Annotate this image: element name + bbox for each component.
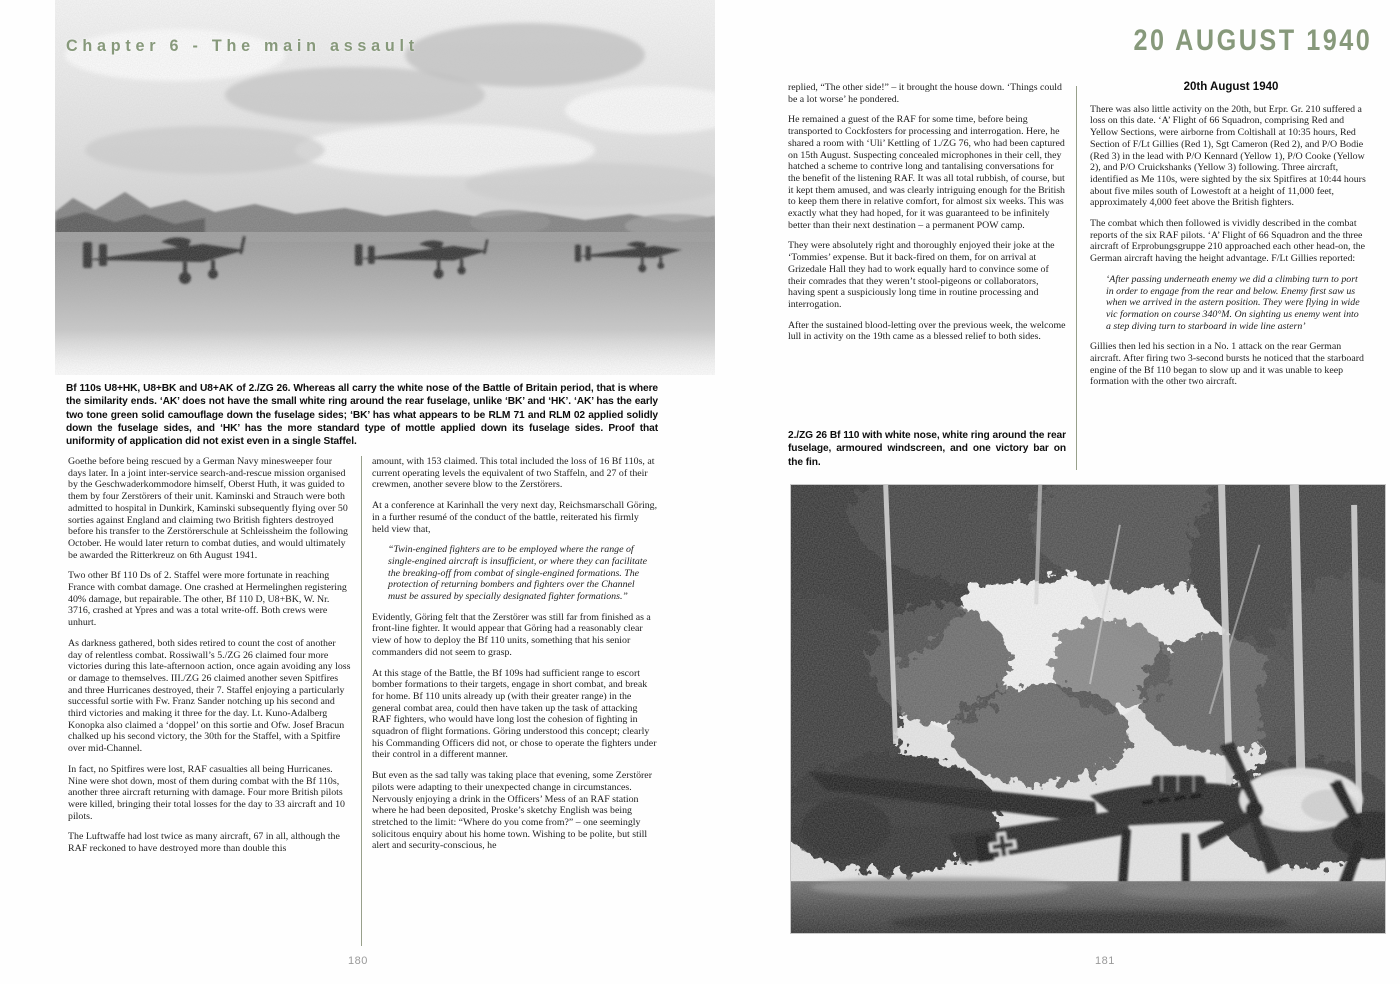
body-paragraph: The Luftwaffe had lost twice as many aircraft, 67 in all, although the RAF reckoned to have destroyed more than double this bbox=[68, 831, 340, 855]
page-number-181: 181 bbox=[1095, 955, 1115, 967]
column-divider-rule bbox=[1076, 86, 1077, 470]
body-paragraph: At a conference at Karinhall the very next day, Reichsmarschall Göring, in a further resumé of the conduct of the battle, reiterated his firmly held view that, bbox=[372, 500, 658, 535]
body-paragraph: In fact, no Spitfires were lost, RAF casualties all being Hurricanes. Nine were shot down, most of them during combat with the Bf 110s, another three aircraft returning with damage. Four more British pilots were killed, bringing their total losses for the day to 33 aircraft and 10 pilots. bbox=[68, 763, 345, 822]
page-number-180: 180 bbox=[348, 955, 368, 967]
goering-quote: “Twin-engined fighters are to be employed where the range of single-engined aircraft is insufficient, or where they can facilitate the breaking-off from combat of single-engined formations. The protection of returning bombers and fighters over the Channel must be assured by specially designated fighter formations.” bbox=[388, 544, 647, 603]
airfield-photo-caption: Bf 110s U8+HK, U8+BK and U8+AK of 2./ZG 26. Whereas all carry the white nose of the Battle of Britain period, that is where the similarity ends. ‘AK’ does not have the small white ring around the rear fuselage, unlike ‘BK’ and ‘HK’. ‘AK’ has the early two tone green solid camouflage down the fuselage sides; ‘BK’ has what appears to be RLM 71 and RLM 02 applied solidly down the fuselage sides, and ‘HK’ has the more standard type of mottle applied down its fuselage sides. Proof that uniformity of application did not exist even in a single Staffel. bbox=[66, 383, 658, 447]
section-heading: 20th August 1940 bbox=[1183, 81, 1279, 93]
body-paragraph: replied, “The other side!” – it brought the house down. ‘Things could be a lot worse’ he pondered. bbox=[788, 82, 1062, 105]
body-paragraph: He remained a guest of the RAF for some time, before being transported to Cockfosters for processing and interrogation. Here, he shared a room with ‘Uli’ Kettling of 1./ZG 76, who had been captured on 15th August. Suspecting concealed microphones in their cell, they hatched a scheme to contrive long and tantalising conversations for the benefit of the listening RAF. It was all total rubbish, of course, but it kept them amused, and was clearly intriguing enough for the British to keep them there in relative comfort, for almost six weeks. This was exactly what they had hoped, for it was guaranteed to be infinitely better than their next destination – a permanent POW camp. bbox=[788, 114, 1065, 231]
body-paragraph: amount, with 153 claimed. This total included the loss of 16 Bf 110s, at current operating levels the equivalent of two Staffeln, and 27 of their crewmen, another severe blow to the Zerstörers. bbox=[372, 456, 655, 491]
body-paragraph: Goethe before being rescued by a German Navy minesweeper four days later. In a joint inter-service search-and-rescue mission organised by the Geschwaderkommodore himself, Oberst Huth, it was guided to them by four Zerstörers of their unit. Kaminski and Strauch were both admitted to hospital in Dunkirk, Kaminski subsequently flying over 50 sorties against England and claiming two British fighters destroyed before his transfer to the Zerstörerschule at Schleissheim the following October. He would later return to combat duties, and would ultimately be awarded the Ritterkreuz on 6th August 1941. bbox=[68, 456, 348, 561]
crashed-bf110-photo bbox=[790, 484, 1386, 934]
date-header: 20 AUGUST 1940 bbox=[1133, 24, 1372, 57]
body-paragraph: But even as the sad tally was taking place that evening, some Zerstörer pilots were adapting to their unexpected change in circumstances. Nervously enjoying a drink in the Officers’ Mess of an RAF station where he had been deposited, Proske’s sketchy English was being stretched to the limit: “Where do you come from?” – one seemingly solicitous enquiry about his home town. Wishing to be polite, but still alert and security-conscious, he bbox=[372, 770, 652, 852]
gillies-combat-report-quote: ‘After passing underneath enemy we did a climbing turn to port in order to engage from the rear and below. Enemy first saw us when we arrived in the astern position. They were flying in wide vic formation on course 340°M. On sighting us enemy went into a step diving turn to starboard in wide line astern’ bbox=[1106, 273, 1360, 332]
column-divider-rule bbox=[361, 456, 362, 946]
body-paragraph: There was also little activity on the 20th, but Erpr. Gr. 210 suffered a loss on this date. ‘A’ Flight of 66 Squadron, comprising Red and Yellow Sections, were airborne from Coltishall at 10:35 hours, Red Section of F/Lt Gillies (Red 1), Sgt Cameron (Red 2), and P/O Bodie (Red 3) in the lead with P/O Kennard (Yellow 1), P/O Cooke (Yellow 2), and P/O Cruickshanks (Yellow 3) following. Three aircraft, identified as Me 110s, were sighted by the six Spitfires at 10:44 hours about five miles south of Lowestoft at a height of 11,000 feet, approximately 4,000 feet above the British fighters. bbox=[1090, 103, 1366, 209]
body-paragraph: Gillies then led his section in a No. 1 attack on the rear German aircraft. After firing two 3-second bursts he noticed that the starboard engine of the Bf 110 began to slow up and it was unable to keep formation with the other two aircraft. bbox=[1090, 341, 1364, 388]
right-page-column-1 bbox=[788, 82, 1066, 343]
crash-photo-caption: 2./ZG 26 Bf 110 with white nose, white ring around the rear fuselage, armoured windscreen, and one victory bar on the fin. bbox=[788, 430, 1066, 468]
body-paragraph: Evidently, Göring felt that the Zerstörer was still far from finished as a front-line fighter. It would appear that Göring had a reasonably clear view of how to deploy the Bf 110 units, something that his senior commanders did not seem to grasp. bbox=[372, 611, 651, 658]
body-paragraph: They were absolutely right and thoroughly enjoyed their joke at the ‘Tommies’ expense. But it back-fired on them, for on arrival at Grizedale Hall they had to work equally hard to convince some of their comrades that they weren’t stool-pigeons or collaborators, having spent a suspiciously long time in routine processing and interrogation. bbox=[788, 240, 1055, 310]
body-paragraph: As darkness gathered, both sides retired to count the cost of another day of relentless combat. Rossiwall’s 5./ZG 26 claimed four more victories during this late-afternoon action, once again avoiding any loss or damage to themselves. III./ZG 26 claimed another seven Spitfires and three Hurricanes destroyed, their 7. Staffel enjoying a particularly successful sortie with Fw. Franz Sander notching up his second and third victories and making it three for the day. Lt. Kuno-Adalberg Konopka also claimed a ‘doppel’ on this sortie and Ofw. Josef Bracun chalked up his second victory, the 30th for the Staffel, with a Spitfire over mid-Channel. bbox=[68, 637, 351, 755]
body-paragraph: Two other Bf 110 Ds of 2. Staffel were more fortunate in reaching France with combat damage. One crashed at Hermelinghen registering 40% damage, but repairable. The other, Bf 110 D, U8+BK, W. Nr. 3716, crashed at Ypres and was a total write-off. Both crews were unhurt. bbox=[68, 570, 347, 629]
chapter-title: Chapter 6 - The main assault bbox=[66, 36, 419, 55]
airfield-bf110s-photo bbox=[55, 0, 715, 375]
body-paragraph: The combat which then followed is vividly described in the combat reports of the six RAF pilots. ‘A’ Flight of 66 Squadron and the three aircraft of Erprobungsgruppe 210 approached each other head-on, the German aircraft having the height advantage. F/Lt Gillies reported: bbox=[1090, 218, 1366, 265]
right-page-column-2 bbox=[1090, 82, 1372, 388]
body-paragraph: At this stage of the Battle, the Bf 109s had sufficient range to escort bomber formations to their targets, engage in short combat, and break for home. Bf 110 units already up (with their greater range) in the general combat area, could then have taken up the task of attacking RAF fighters, who would have long lost the cohesion of fighting in squadron of flight formations. Göring understood this concept; clearly his Commanding Officers did not, or chose to operate the fighters under their control in a different manner. bbox=[372, 667, 657, 761]
left-page-column-2 bbox=[372, 456, 658, 852]
body-paragraph: After the sustained blood-letting over the previous week, the welcome lull in activity on the 19th came as a blessed relief to both sides. bbox=[788, 319, 1066, 343]
left-page-column-1 bbox=[68, 456, 352, 855]
